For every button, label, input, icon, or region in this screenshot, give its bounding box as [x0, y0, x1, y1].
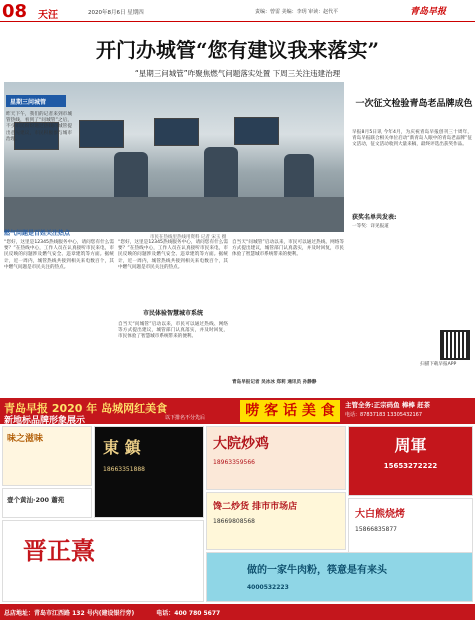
ad-cell-6: [206, 492, 346, 550]
brand-phone: 4000532223: [247, 584, 289, 591]
sidebar-body: 早报8月5日讯 今年4月，为庆祝青岛早报创刊三十周年，青岛早报联合相关单位启动“新青岛人眼中的青岛老品牌”征文活动，征文活动收到大量来稿，最终评选出获奖作品。: [352, 130, 472, 148]
ad-banner-right2: 电话：87837183 13305432167: [345, 412, 423, 418]
footer-phone: 电话：400 780 5677: [156, 610, 221, 617]
ad-banner-sub: 以下排名不分先后: [165, 415, 206, 421]
brand-name: 壹个黄汕·200 蕭苑: [7, 496, 65, 504]
newspaper-logo: 青岛早报: [410, 7, 447, 17]
page-number: 08: [2, 1, 28, 22]
brand-name: 大白熊烧烤: [355, 509, 405, 520]
section1-body: “您好，这里是12345热线服务中心，请问您有什么需要？”在热线中心，工作人员在认真接听市民来电，市民反映的问题涉及燃气安全、违章建筑等方面。据统计，近一周内，城管热线共接到相关来电数百个，其中燃气问题是市民关注的热点。: [4, 240, 114, 270]
photo-caption: 市民在热线里热线用资料 记者 宋玉 摄: [150, 235, 227, 240]
section2-body-cont: 自当天“问城管”启动以来，市民可以通过热线、网络等方式提出建议，城管部门认真落实，并及时回复，市民体验了智慧城市系统带来的便利。: [232, 240, 344, 258]
brand-phone: 15866835877: [355, 526, 397, 533]
ad-cell-3: [206, 426, 346, 490]
section1-body-cont: “您好，这里是12345热线服务中心，请问您有什么需要？”在热线中心，工作人员在认真接听市民来电，市民反映的问题涉及燃气安全、违章建筑等方面。据统计，近一周内，城管热线共接到相关来电数百个，其中燃气问题是市民关注的热点。: [118, 240, 228, 270]
ad-cell-9: [206, 552, 473, 602]
brand-phone: 15653272222: [383, 462, 438, 470]
brand-phone: 18963359566: [213, 459, 255, 466]
ad-cell-5: [2, 488, 92, 518]
awards-note: 一等奖：详见报道: [352, 224, 389, 229]
ad-banner-right1: 主管全务:正宗码鱼 棒棒 赶茶: [345, 401, 431, 409]
section-kicker: 星期三问城管: [6, 95, 66, 107]
page-header: [0, 0, 475, 22]
qr-code-icon: [440, 330, 470, 360]
subheadline: “星期三问城管”咋聚焦燃气问题落实处置 下周三关注违建治理: [134, 69, 341, 78]
headline: 开门办城管“您有建议我来落实”: [95, 38, 379, 62]
issue-date: 2020年8月6日 星期四: [88, 10, 144, 16]
ad-cell-2: [94, 426, 204, 518]
byline: 青岛早报记者 吴冰冰 郑莉 通讯员 孙静静: [232, 380, 317, 385]
ad-cell-4: [348, 426, 473, 496]
brand-name: 味之滋味: [7, 434, 44, 444]
footer-address: 总店地址：青岛市江西路 132 号内(建设银行旁): [4, 610, 135, 617]
brand-phone: 18669808568: [213, 518, 255, 525]
ad-cell-7: [348, 498, 473, 556]
ad-cell-1: [2, 426, 92, 486]
brand-name: 大院炒鸡: [213, 436, 269, 452]
section1-title: 燃气问题是百姓关注热点: [4, 230, 71, 237]
brand-name: 做的一家牛肉粉，筷意是有来头: [247, 565, 387, 576]
intro-text: 昨天下午，我们的记者来到市城管热线，看到了“问城管”之后，不少市民纷纷通过热线向城管提出意见建议，市民积极参与城市治理。: [6, 112, 72, 142]
brand-name: 馋二炒货 排市市场店: [213, 502, 298, 512]
ad-banner-line2: 新地标品牌形象展示: [4, 416, 86, 426]
ad-footer: [0, 604, 475, 620]
brand-phone: 18663351888: [103, 466, 145, 473]
brand-name: 晋正熹: [23, 536, 95, 565]
ad-banner-center: 唠 客 话 美 食: [240, 400, 340, 422]
editors-credit: 责编：曾雷 美编：李玥 审读：赵代平: [255, 9, 339, 15]
scan-label: 扫描下载早报APP: [420, 362, 457, 367]
section2-body: 自当天“问城管”启动以来，市民可以通过热线、网络等方式提出建议，城管部门认真落实，并及时回复，市民体验了智慧城市系统带来的便利。: [118, 322, 228, 340]
sidebar-title: 一次征文检验青岛老品牌成色: [355, 99, 473, 109]
awards-title: 获奖名单共发表:: [352, 214, 397, 221]
ad-banner-line1: 青岛早报 2020 年 岛城网红美食: [4, 402, 168, 415]
ad-cell-8: [2, 520, 204, 602]
section-name: 天汪: [38, 10, 58, 21]
brand-name: 周軍: [394, 436, 427, 455]
section2-title: 市民体验智慧城市系统: [142, 310, 203, 317]
brand-name: 東 鎮: [103, 438, 141, 457]
